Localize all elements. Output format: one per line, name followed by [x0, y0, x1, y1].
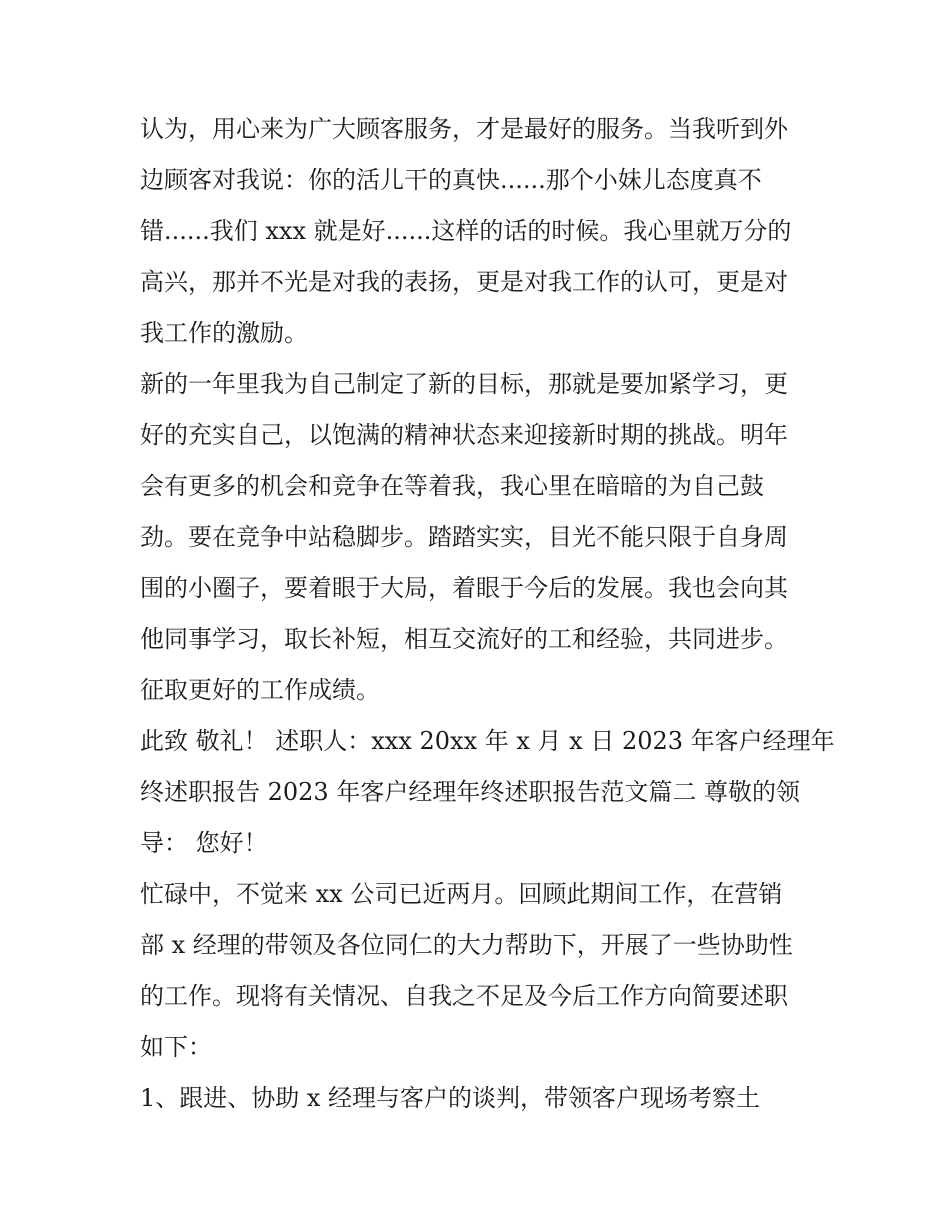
text-line: 部 x 经理的带领及各位同仁的大力帮助下，开展了一些协助性: [140, 931, 793, 959]
text-line: 高兴，那并不光是对我的表扬，更是对我工作的认可，更是对: [140, 268, 788, 296]
paragraph-5: [140, 1073, 820, 1124]
text-line: 会有更多的机会和竞争在等着我，我心里在暗暗的为自己鼓: [140, 472, 764, 500]
text-line: 1、跟进、协助 x 经理与客户的谈判，带领客户现场考察土: [140, 1084, 761, 1112]
text-line: 新的一年里我为自己制定了新的目标，那就是要加紧学习，更: [140, 370, 788, 398]
text-line: 终述职报告 2023 年客户经理年终述职报告范文篇二 尊敬的领: [140, 778, 800, 806]
text-line: 忙碌中，不觉来 xx 公司已近两月。回顾此期间工作，在营销: [140, 880, 783, 908]
text-line: 的工作。现将有关情况、自我之不足及今后工作方向简要述职: [140, 982, 788, 1010]
text-line: 边顾客对我说：你的活儿干的真快......那个小妹儿态度真不: [140, 166, 762, 194]
paragraph-2: [140, 359, 820, 716]
document-page: [140, 104, 835, 1124]
text-line: 征取更好的工作成绩。: [140, 676, 380, 704]
text-line: 导： 您好！: [140, 829, 268, 857]
text-line: 如下：: [140, 1033, 212, 1061]
text-line: 认为，用心来为广大顾客服务，才是最好的服务。当我听到外: [140, 115, 788, 143]
paragraph-4: [140, 869, 820, 1073]
text-line: 错......我们 xxx 就是好......这样的话的时候。我心里就万分的: [140, 217, 792, 245]
paragraph-3: [140, 716, 835, 869]
text-line: 他同事学习，取长补短，相互交流好的工和经验，共同进步。: [140, 625, 788, 653]
text-line: 劲。要在竞争中站稳脚步。踏踏实实，目光不能只限于自身周: [140, 523, 788, 551]
paragraph-1: [140, 104, 820, 359]
text-line: 此致 敬礼！ 述职人：xxx 20xx 年 x 月 x 日 2023 年客户经理年: [140, 727, 835, 755]
text-line: 我工作的激励。: [140, 319, 308, 347]
text-line: 好的充实自己，以饱满的精神状态来迎接新时期的挑战。明年: [140, 421, 788, 449]
text-line: 围的小圈子，要着眼于大局，着眼于今后的发展。我也会向其: [140, 574, 788, 602]
